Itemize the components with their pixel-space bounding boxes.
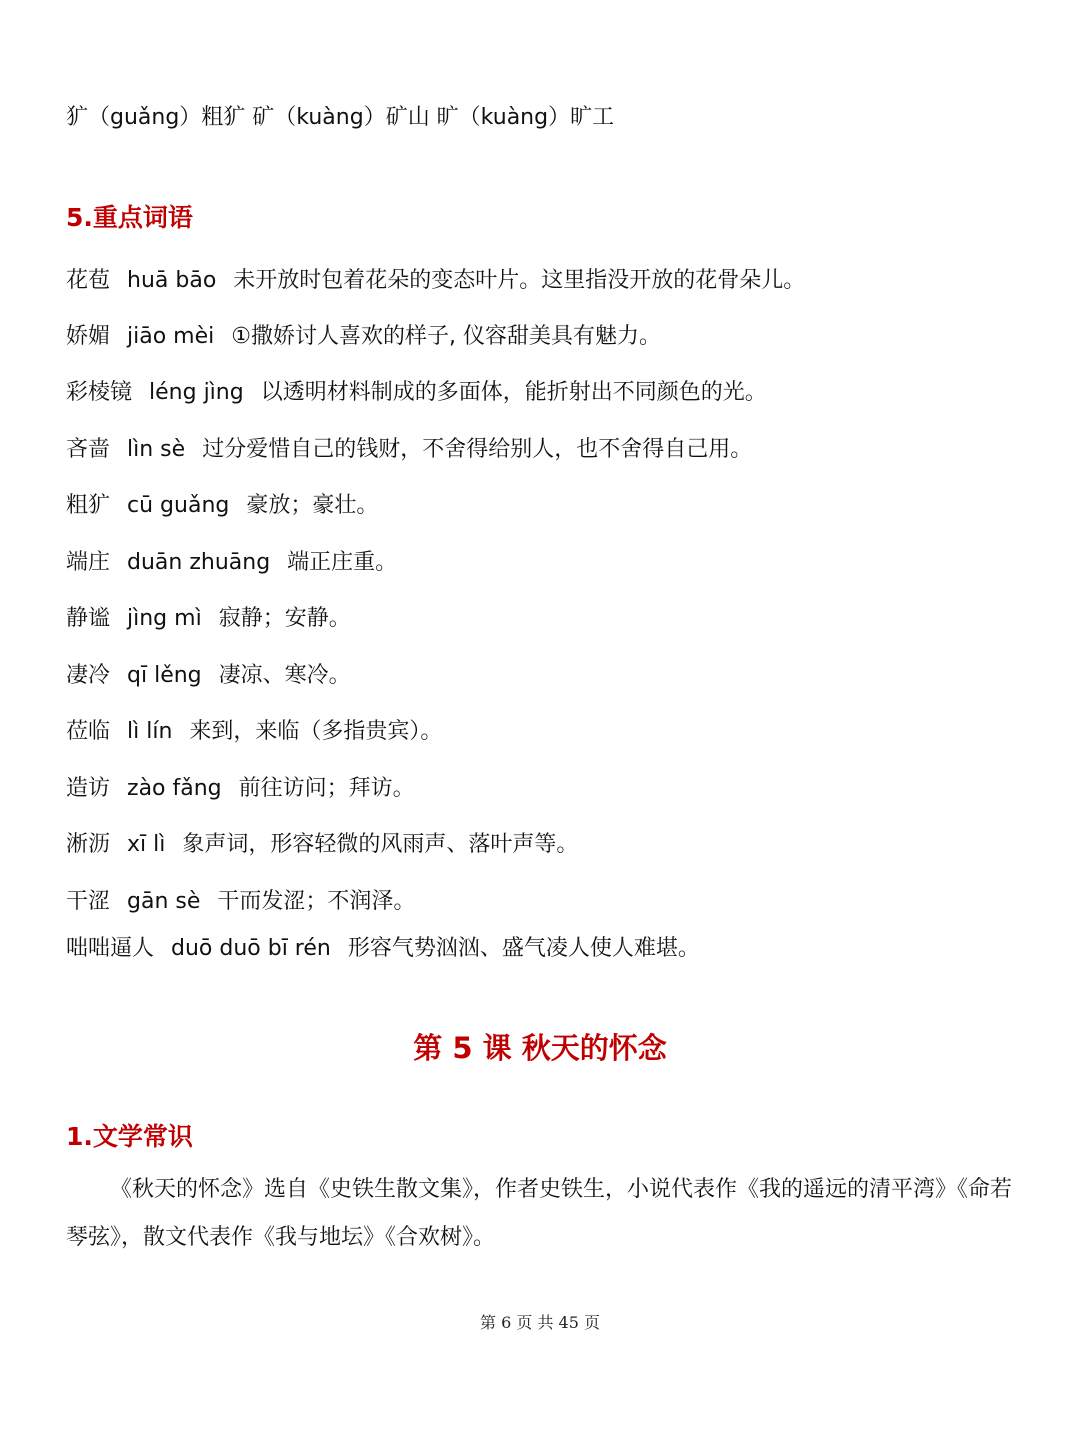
term-definition: 前往访问；拜访。 xyxy=(238,776,415,801)
term-pinyin: léng jìng xyxy=(149,380,244,405)
term-word: 凄冷 xyxy=(66,663,111,688)
term-pinyin: jìng mì xyxy=(127,606,202,631)
term-definition: 形容气势汹汹、盛气凌人使人难堪。 xyxy=(347,936,700,961)
term-pinyin: huā bāo xyxy=(127,268,217,293)
section-heading-literary-knowledge: 1.文学常识 xyxy=(66,1122,193,1151)
term-definition: 寂静；安静。 xyxy=(218,606,351,631)
term-word: 咄咄逼人 xyxy=(66,936,155,961)
term-row xyxy=(66,661,351,691)
term-word: 莅临 xyxy=(66,719,111,744)
top-line: 犷（guǎng）粗犷 矿（kuàng）矿山 旷（kuàng）旷工 xyxy=(66,105,615,130)
term-row xyxy=(66,934,700,964)
term-word: 吝啬 xyxy=(66,437,111,462)
term-word: 造访 xyxy=(66,776,111,801)
term-definition: 端正庄重。 xyxy=(287,550,398,575)
term-definition: 干而发涩；不润泽。 xyxy=(217,889,416,914)
term-pinyin: lì lín xyxy=(127,719,173,744)
term-pinyin: jiāo mèi xyxy=(127,324,215,349)
term-row xyxy=(66,887,415,917)
term-row xyxy=(66,322,661,352)
term-row xyxy=(66,774,415,804)
term-row xyxy=(66,491,378,521)
term-pinyin: xī lì xyxy=(127,832,166,857)
term-word: 花苞 xyxy=(66,268,111,293)
term-row xyxy=(66,548,397,578)
term-pinyin: duō duō bī rén xyxy=(171,936,331,961)
term-pinyin: zào fǎng xyxy=(127,776,222,801)
section-heading-key-words: 5.重点词语 xyxy=(66,203,193,232)
term-word: 粗犷 xyxy=(66,493,111,518)
term-row xyxy=(66,266,805,296)
term-definition: 凄凉、寒冷。 xyxy=(218,663,351,688)
lesson-title: 第 5 课 秋天的怀念 xyxy=(413,1031,667,1065)
term-pinyin: lìn sè xyxy=(127,437,186,462)
term-word: 彩棱镜 xyxy=(66,380,133,405)
term-definition: ①撒娇讨人喜欢的样子, 仪容甜美具有魅力。 xyxy=(231,324,661,349)
term-pinyin: cū guǎng xyxy=(127,493,230,518)
term-word: 静谧 xyxy=(66,606,111,631)
term-definition: 未开放时包着花朵的变态叶片。这里指没开放的花骨朵儿。 xyxy=(233,268,806,293)
term-definition: 来到，来临（多指贵宾）。 xyxy=(189,719,443,744)
term-row xyxy=(66,435,752,465)
term-definition: 豪放；豪壮。 xyxy=(246,493,379,518)
term-pinyin: gān sè xyxy=(127,889,201,914)
term-row xyxy=(66,717,442,747)
term-word: 淅沥 xyxy=(66,832,111,857)
term-word: 娇媚 xyxy=(66,324,111,349)
term-definition: 过分爱惜自己的钱财，不舍得给别人，也不舍得自己用。 xyxy=(202,437,753,462)
term-pinyin: duān zhuāng xyxy=(127,550,271,575)
term-word: 干涩 xyxy=(66,889,111,914)
term-definition: 以透明材料制成的多面体，能折射出不同颜色的光。 xyxy=(260,380,767,405)
term-pinyin: qī lěng xyxy=(127,663,202,688)
page-footer: 第 6 页 共 45 页 xyxy=(480,1313,600,1332)
term-row xyxy=(66,378,767,408)
term-definition: 象声词，形容轻微的风雨声、落叶声等。 xyxy=(182,832,579,857)
literary-knowledge-paragraph: 《秋天的怀念》选自《史铁生散文集》，作者史铁生，小说代表作《我的遥远的清平湾》《命若琴弦》，散文代表作《我与地坛》《合欢树》。 xyxy=(66,1177,1013,1250)
term-row xyxy=(66,830,578,860)
term-row xyxy=(66,604,351,634)
term-word: 端庄 xyxy=(66,550,111,575)
